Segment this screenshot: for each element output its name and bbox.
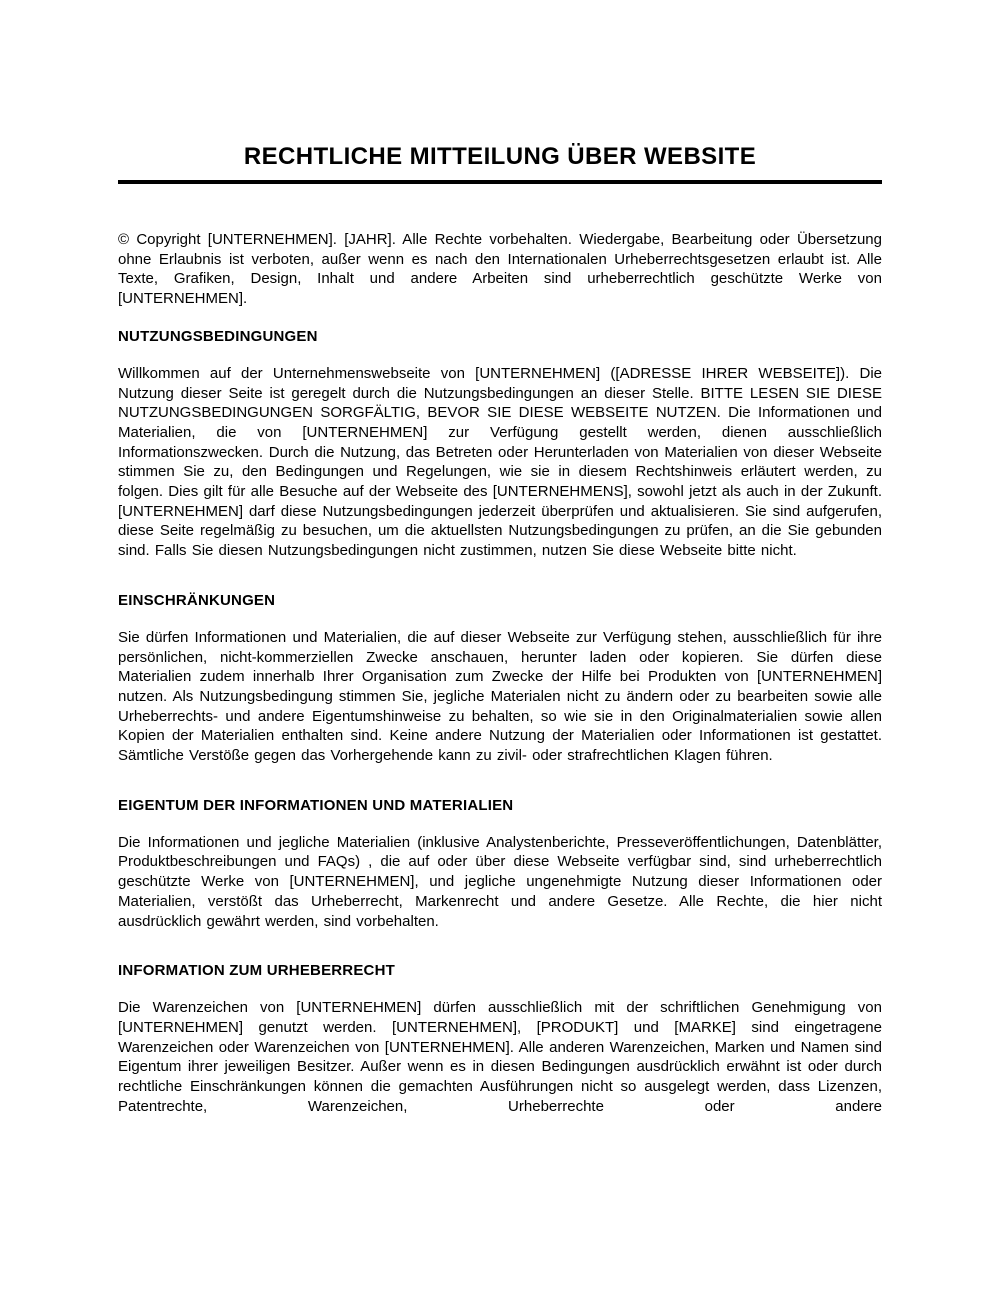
section-body-nutzungsbedingungen: Willkommen auf der Unternehmenswebseite von [UNTERNEHMEN] ([ADRESSE IHRER WEBSEITE]). Die Nutzung dieser Seite ist geregelt durch die Nutzungsbedingungen an dieser Stelle. BITTE LESEN SIE DIESE NUTZUNGSBEDINGUNGEN SORGFÄLTIG, BEVOR SIE DIESE WEBSEITE NUTZEN. Die Informationen und Materialien, die von [UNTERNEHMEN] zur Verfügung gestellt werden, dienen ausschließlich Informationszwecken. Durch die Nutzung, das Betreten oder Herunterladen von Materialien von dieser Webseite stimmen Sie zu, den Bedingungen und Regelungen, wie sie in diesem Rechtshinweis erläutert werden, zu folgen. Dies gilt für alle Besuche auf der Webseite des [UNTERNEHMENS], sowohl jetzt als auch in der Zukunft. [UNTERNEHMEN] darf diese Nutzungsbedingungen jederzeit überprüfen und aktualisieren. Sie sind aufgerufen, diese Seite regelmäßig zu besuchen, um die aktuellsten Nutzungsbedingungen zu prüfen, an die Sie gebunden sind. Falls Sie diesen Nutzungsbedingungen nicht zustimmen, nutzen Sie diese Webseite bitte nicht. (118, 364, 882, 560)
section-body-einschraenkungen: Sie dürfen Informationen und Materialien, die auf dieser Webseite zur Verfügung stehen, ausschließlich für ihre persönlichen, nicht-kommerziellen Zwecke anschauen, herunter laden oder kopieren. Sie dürfen diese Materialien zudem innerhalb Ihrer Organisation zum Zwecke der Hilfe bei Produkten von [UNTERNEHMEN] nutzen. Als Nutzungsbedingung stimmen Sie, jegliche Materialen nicht zu ändern oder zu bearbeiten sowie alle Urheberrechts- und andere Eigentumshinweise zu behalten, so wie sie in den Originalmaterialien sowie allen Kopien der Materialien enthalten sind. Keine andere Nutzung der Materialien oder Informationen ist gestattet. Sämtliche Verstöße gegen das Vorhergehende kann zu zivil- oder strafrechtlichen Klagen führen. (118, 628, 882, 765)
title-rule (118, 180, 882, 184)
copyright-notice-paragraph: © Copyright [UNTERNEHMEN]. [JAHR]. Alle Rechte vorbehalten. Wiedergabe, Bearbeitung oder Übersetzung ohne Erlaubnis ist verboten, außer wenn es nach den Internationalen Urheberrechtsgesetzen erlaubt ist. Alle Texte, Grafiken, Design, Inhalt und andere Arbeiten sind urheberrechtlich geschützte Werke von [UNTERNEHMEN]. (118, 231, 882, 308)
section-heading-nutzungsbedingungen: NUTZUNGSBEDINGUNGEN (118, 327, 318, 345)
section-body-information-zum-urheberrecht: Die Warenzeichen von [UNTERNEHMEN] dürfen ausschließlich mit der schriftlichen Genehmigung von [UNTERNEHMEN] genutzt werden. [UNTERNEHMEN], [PRODUKT] und [MARKE] sind eingetragene Warenzeichen oder Warenzeichen von [UNTERNEHMEN]. Alle anderen Warenzeichen, Marken und Namen sind Eigentum ihrer jeweiligen Besitzer. Außer wenn es in diesen Bedingungen ausdrücklich erwähnt ist oder durch rechtliche Einschränkungen können die gemachten Ausführungen nicht so ausgelegt werden, dass Lizenzen, Patentrechte, Warenzeichen, Urheberrechte oder andere (118, 999, 882, 1115)
document-title: RECHTLICHE MITTEILUNG ÜBER WEBSITE (243, 143, 757, 170)
section-eigentum-der-informationen (118, 796, 882, 932)
section-heading-information-zum-urheberrecht: INFORMATION ZUM URHEBERRECHT (118, 962, 395, 980)
section-heading-eigentum-der-informationen: EIGENTUM DER INFORMATIONEN UND MATERIALIEN (118, 796, 514, 814)
section-nutzungsbedingungen (118, 327, 882, 561)
section-body-eigentum-der-informationen: Die Informationen und jegliche Materialien (inklusive Analystenberichte, Presseveröffentlichungen, Datenblätter, Produktbeschreibungen und FAQs) , die auf oder über diese Webseite verfügbar sind, sind urheberrechtlich geschützte Werke von [UNTERNEHMEN], und jegliche ungenehmigte Nutzung dieser Informationen oder Materialien, verstößt das Urheberrecht, Markenrecht und andere Gesetze. Alle Rechte, die hier nicht ausdrücklich gewährt werden, sind vorbehalten. (118, 833, 882, 930)
section-information-zum-urheberrecht (118, 961, 882, 1116)
section-heading-einschraenkungen: EINSCHRÄNKUNGEN (118, 591, 276, 609)
section-einschraenkungen (118, 591, 882, 766)
